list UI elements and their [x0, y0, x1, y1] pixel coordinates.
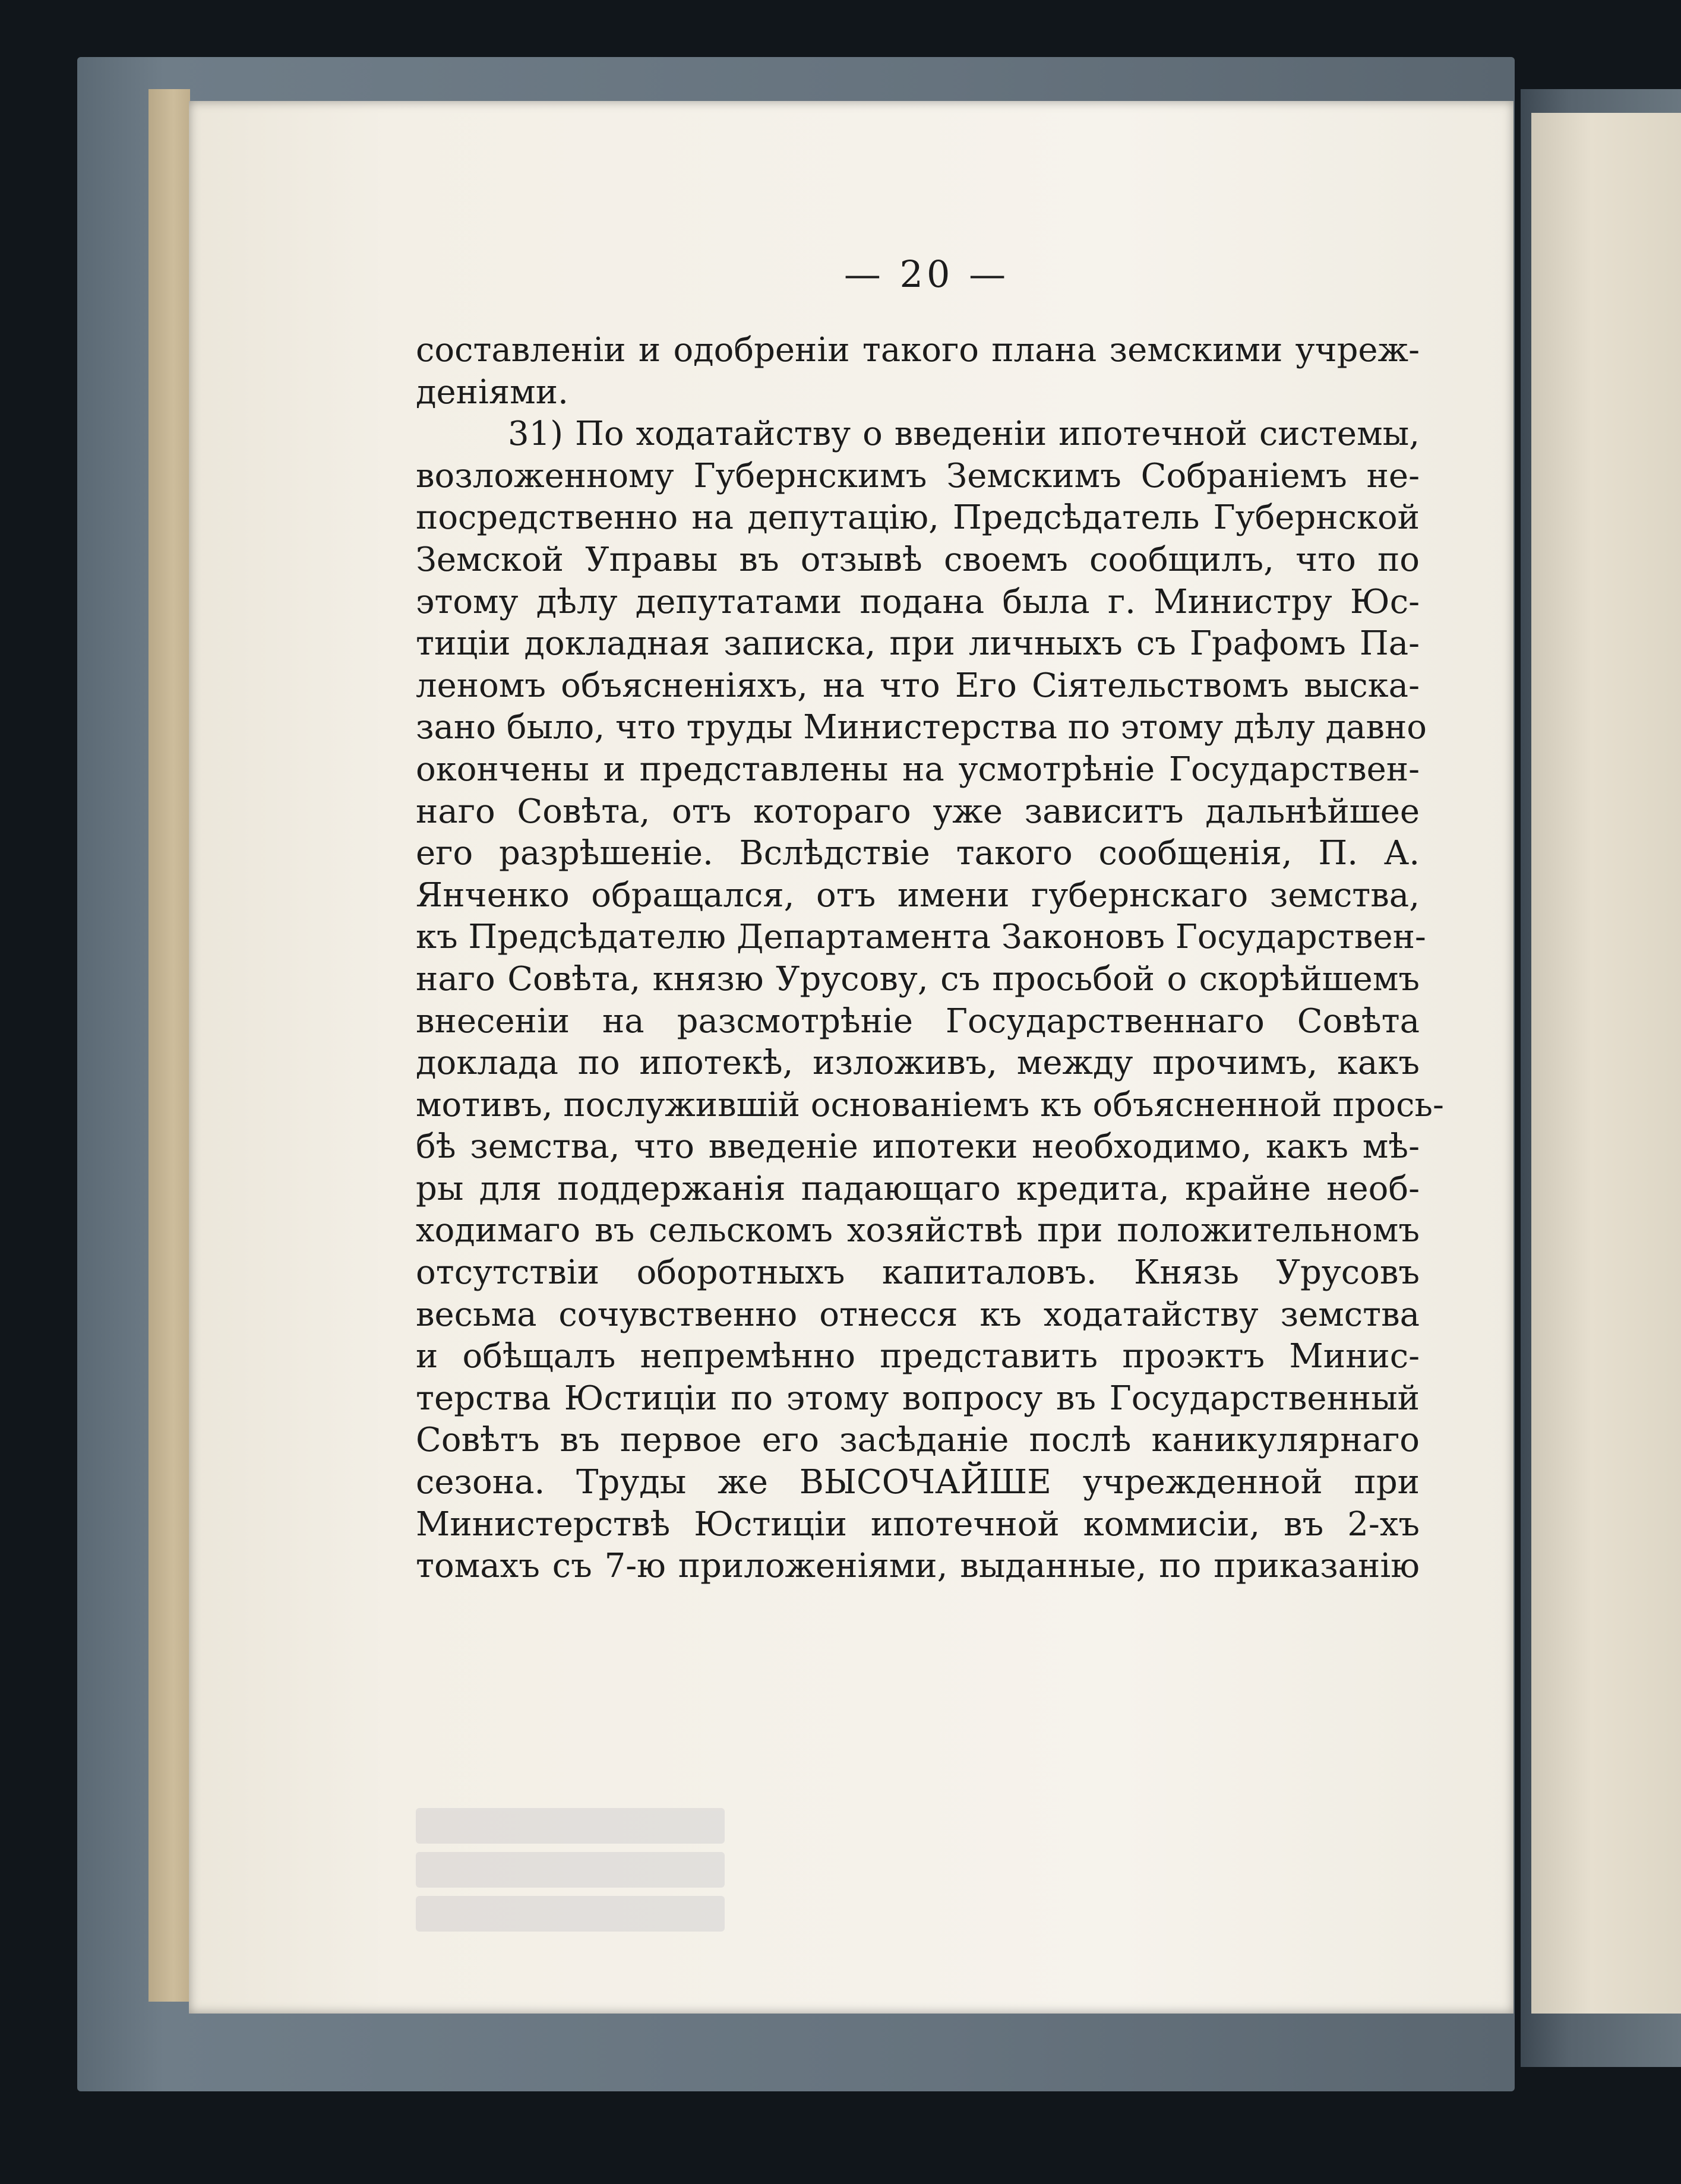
text-line: терства Юстиціи по этому вопросу въ Государственный	[416, 1379, 1420, 1418]
stamp-band	[416, 1852, 725, 1888]
text-line: посредственно на депутацію, Предсѣдатель Губернской	[416, 498, 1420, 538]
text-line: внесеніи на разсмотрѣніе Государственнаго Совѣта	[416, 1001, 1420, 1041]
page-text	[416, 330, 1444, 1588]
text-line: сезона. Труды же ВЫСОЧАЙШЕ учрежденной при	[416, 1463, 1420, 1502]
text-line: ходимаго въ сельскомъ хозяйствѣ при положительномъ	[416, 1211, 1420, 1250]
text-line: мотивъ, послужившій основаніемъ къ объясненной прось-	[416, 1085, 1444, 1124]
next-page-edge	[1531, 113, 1681, 2014]
paragraph-start-line: 31) По ходатайству о введеніи ипотечной системы,	[508, 415, 1420, 454]
text-line: томахъ съ 7-ю приложеніями, выданные, по приказанію	[416, 1547, 1420, 1586]
text-line: деніями.	[416, 372, 568, 412]
text-line: зано было, что труды Министерства по этому дѣлу давно	[416, 708, 1427, 747]
text-line: наго Совѣта, отъ котораго уже зависитъ дальнѣйшее	[416, 792, 1420, 831]
text-line: окончены и представлены на усмотрѣніе Государствен-	[416, 750, 1420, 789]
text-line: доклада по ипотекѣ, изложивъ, между прочимъ, какъ	[416, 1044, 1420, 1083]
stamp-band	[416, 1808, 725, 1844]
text-line: ры для поддержанія падающаго кредита, крайне необ-	[416, 1169, 1420, 1208]
text-line: отсутствіи оборотныхъ капиталовъ. Князь Урусовъ	[416, 1253, 1420, 1292]
text-line: бѣ земства, что введеніе ипотеки необходимо, какъ мѣ-	[416, 1127, 1420, 1167]
text-line: Совѣтъ въ первое его засѣданіе послѣ каникулярнаго	[416, 1421, 1420, 1460]
page-number: — 20 —	[843, 252, 1010, 296]
text-line: къ Предсѣдателю Департамента Законовъ Государствен-	[416, 918, 1426, 957]
text-line: и обѣщалъ непремѣнно представить проэктъ Минис-	[416, 1337, 1420, 1376]
text-line: леномъ объясненіяхъ, на что Его Сіятельствомъ выска-	[416, 666, 1420, 705]
text-line: его разрѣшеніе. Вслѣдствіе такого сообщенія, П. А.	[416, 834, 1420, 873]
spine-strip	[148, 89, 190, 2002]
text-line: этому дѣлу депутатами подана была г. Министру Юс-	[416, 582, 1420, 621]
faded-library-stamp	[404, 1800, 737, 1948]
stamp-band	[416, 1896, 725, 1932]
text-line: наго Совѣта, князю Урусову, съ просьбой о скорѣйшемъ	[416, 959, 1420, 998]
text-line: тиціи докладная записка, при личныхъ съ Графомъ Па-	[416, 624, 1420, 663]
text-line: весьма сочувственно отнесся къ ходатайству земства	[416, 1295, 1420, 1334]
text-line: Земской Управы въ отзывѣ своемъ сообщилъ, что по	[416, 540, 1420, 579]
text-line: составленіи и одобреніи такого плана земскими учреж-	[416, 331, 1420, 369]
text-line: Янченко обращался, отъ имени губернскаго земства,	[416, 876, 1420, 915]
text-line: Министерствѣ Юстиціи ипотечной коммисіи, въ 2-хъ	[416, 1505, 1420, 1544]
text-line: возложенному Губернскимъ Земскимъ Собраніемъ не-	[416, 456, 1420, 495]
